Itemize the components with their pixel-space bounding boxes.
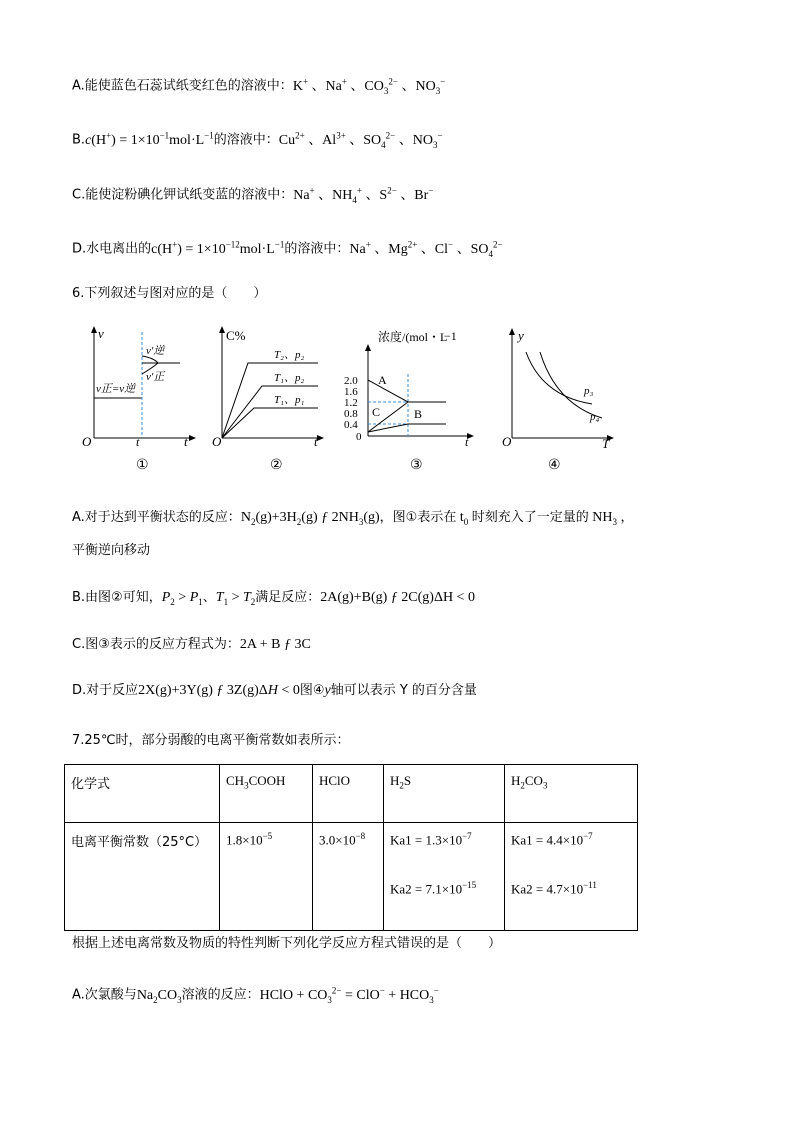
svg-text:T₁、p₁: T₁、p₁: [274, 394, 305, 406]
h2s-constants: $Ka1 = 1.3\times 10^{-7}$ $Ka2 = 7.1\times 10^{-15}$: [384, 823, 505, 931]
ionization-constant-table: [64, 764, 638, 931]
q5-option-c: C.能使淀粉碘化钾试纸变蓝的溶液中：Na+ 、$NH_4^+$ 、$S^{2-}$ 、Br−: [72, 185, 434, 205]
f1-axis-y: v: [98, 326, 104, 341]
f3-axis-y: 浓度/(mol・L: [378, 330, 448, 344]
figure-2: [210, 318, 330, 452]
figure-2-caption: ②: [270, 457, 283, 473]
ch3cooh-constant: $1.8\times 10^{-5}$: [220, 823, 313, 931]
f4-origin: O: [502, 434, 512, 448]
q6-option-b: B.由图②可知，$P_2 > P_1$、$T_1 > T_2$满足反应：2A(g)+B(g) ƒ 2C(g)ΔH < 0: [72, 590, 475, 607]
q6-option-d: D.对于反应2X(g)+3Y(g) ƒ 3Z(g)ΔH < 0图④y轴可以表示 Y 的百分含量: [72, 683, 477, 698]
svg-text:v正=v逆: v正=v逆: [96, 383, 136, 395]
svg-text:T₂、p₂: T₂、p₂: [274, 349, 305, 361]
q7-stem: 7.25℃时，部分弱酸的电离平衡常数如表所示：: [72, 733, 350, 748]
figure-3: [338, 324, 478, 452]
f2-axis-x: t: [314, 434, 318, 448]
q6-option-c: C.图③表示的反应方程式为：2A + B ƒ 3C: [72, 637, 311, 652]
f3-tick-0: 0: [356, 431, 362, 443]
figure-1: [80, 318, 200, 452]
figure-1-caption: ①: [136, 457, 149, 473]
f2-axis-y: C%: [226, 328, 246, 343]
figure-3-caption: ③: [410, 457, 423, 473]
f1-origin: O: [82, 434, 92, 448]
table-header-hclo: HClO: [313, 765, 384, 823]
table-header-ch3cooh: $CH_3COOH$: [220, 765, 313, 823]
svg-text:T₁、p₂: T₁、p₂: [274, 372, 305, 384]
q5-option-d: D.水电离出的$c(H^+) = 1\times 10^{-12}mol\cdot L^{-1}$的溶液中：Na+ 、$Mg^{2+}$ 、Cl− 、$SO_4^{2-}$: [72, 239, 503, 259]
hclo-constant: $3.0\times 10^{-8}$: [313, 823, 384, 931]
q5-option-b: $B.c(H^+) = 1\times 10^{-1}mol\cdot L^{-1}$的溶液中：$Cu^{2+}$ 、$Al^{3+}$ 、$SO_4^{2-}$ 、$NO_3^-$: [72, 130, 443, 150]
h2co3-constants: $Ka1 = 4.4\times 10^{-7}$ $Ka2 = 4.7\times 10^{-11}$: [505, 823, 638, 931]
table-header-h2s: $H_2S$: [384, 765, 505, 823]
svg-text:v′正: v′正: [146, 371, 165, 383]
svg-text:v′逆: v′逆: [146, 345, 165, 357]
figure-4-caption: ④: [548, 457, 561, 473]
q6-option-a: A.对于达到平衡状态的反应：$N_2(g)+3H_2(g)$ ƒ $2NH_3(g)$，图①表示在 $t_0$ 时刻充入了一定量的 $NH_3$ ，: [72, 510, 634, 527]
q6-option-a-line2: 平衡逆向移动: [72, 543, 151, 558]
svg-text:p₄: p₄: [590, 411, 600, 423]
table-row-label: 电离平衡常数（25°C）: [65, 823, 220, 931]
f3-tick-0.4: 0.4: [344, 419, 358, 431]
f3-label-c: C: [372, 405, 381, 419]
f3-tick-1.2: 1.2: [344, 397, 358, 409]
table-header-h2co3: $H_2CO_3$: [505, 765, 638, 823]
table-header-formula: 化学式: [65, 765, 220, 823]
q6-stem: 6.下列叙述与图对应的是（ ）: [72, 286, 267, 301]
svg-text:−1: −1: [444, 329, 457, 343]
f4-axis-y: y: [518, 328, 524, 343]
f2-origin: O: [212, 434, 222, 448]
f3-label-b: B: [414, 407, 423, 421]
f3-tick-2.0: 2.0: [344, 375, 358, 387]
f4-axis-x: T: [602, 436, 610, 448]
f1-axis-x: t: [184, 434, 188, 448]
f3-axis-x: t: [465, 435, 469, 448]
f3-label-a: A: [378, 373, 387, 387]
f1-t0: t: [136, 435, 140, 448]
f3-tick-1.6: 1.6: [344, 386, 358, 398]
q5-option-a: A.能使蓝色石蕊试纸变红色的溶液中：K+ 、Na+ 、$CO_3^{2-}$ 、$NO_3^-$: [72, 76, 446, 96]
figure-4: [498, 318, 618, 452]
q7-question: 根据上述电离常数及物质的特性判断下列化学反应方程式错误的是（ ）: [72, 936, 502, 951]
f3-tick-0.8: 0.8: [344, 408, 358, 420]
q7-option-a: A.次氯酸与$Na_2CO_3$溶液的反应：HClO + $CO_3^{2-} = ClO^- + HCO_3^-$: [72, 985, 439, 1005]
svg-text:p₃: p₃: [584, 385, 594, 397]
